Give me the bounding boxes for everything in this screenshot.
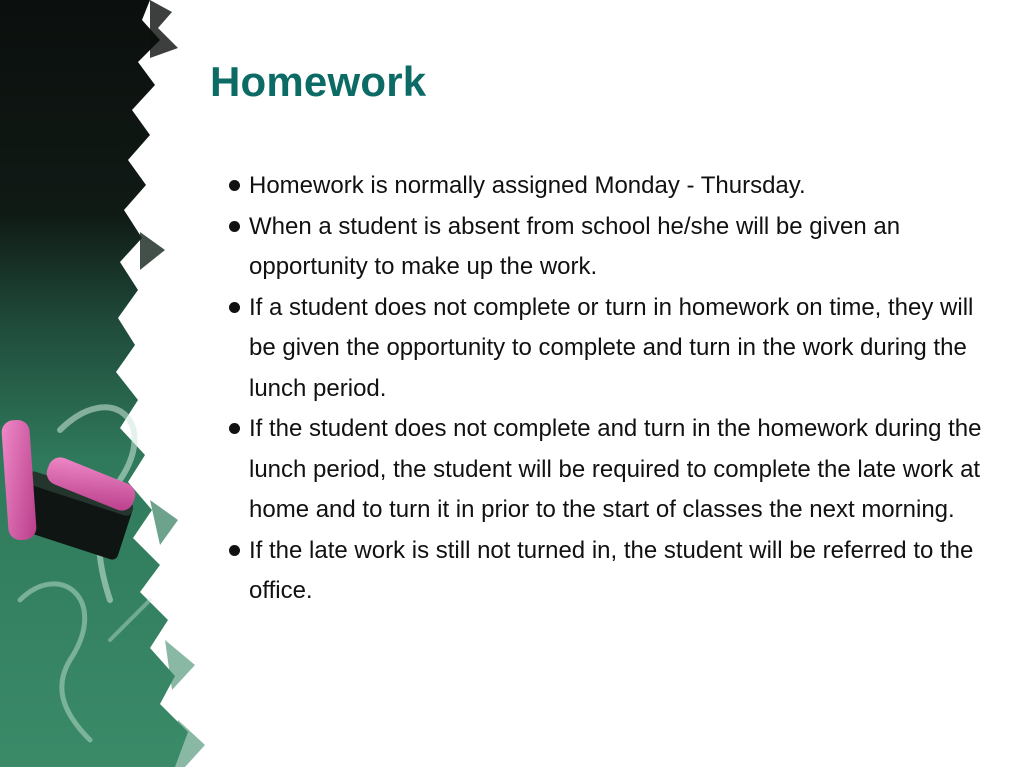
bullet-text: When a student is absent from school he/she will be given an opportunity to make up the work. (249, 212, 901, 280)
bullet-dot-icon (229, 545, 240, 556)
bullet-dot-icon (229, 423, 240, 434)
bullet-dot-icon (229, 221, 240, 232)
bullet-text: If the late work is still not turned in, the student will be referred to the office. (249, 536, 974, 604)
bullet-dot-icon (229, 180, 240, 191)
list-item (228, 166, 988, 207)
list-item (228, 409, 988, 531)
bullet-list (228, 166, 988, 612)
list-item (228, 531, 988, 612)
list-item (228, 288, 988, 410)
chalkboard-surface (0, 0, 188, 767)
slide-title: Homework (210, 58, 427, 105)
bullet-dot-icon (229, 302, 240, 313)
bullet-text: Homework is normally assigned Monday - Thursday. (249, 172, 806, 199)
bullet-text: If a student does not complete or turn in homework on time, they will be given the opportunity to complete and turn in the work during the lunch period. (249, 293, 974, 402)
bullet-text: If the student does not complete and turn in the homework during the lunch period, the student will be required to complete the late work at home and to turn it in prior to the start of classes the next morning. (249, 415, 982, 523)
chalkboard-decoration (0, 0, 240, 767)
list-item (228, 207, 988, 288)
